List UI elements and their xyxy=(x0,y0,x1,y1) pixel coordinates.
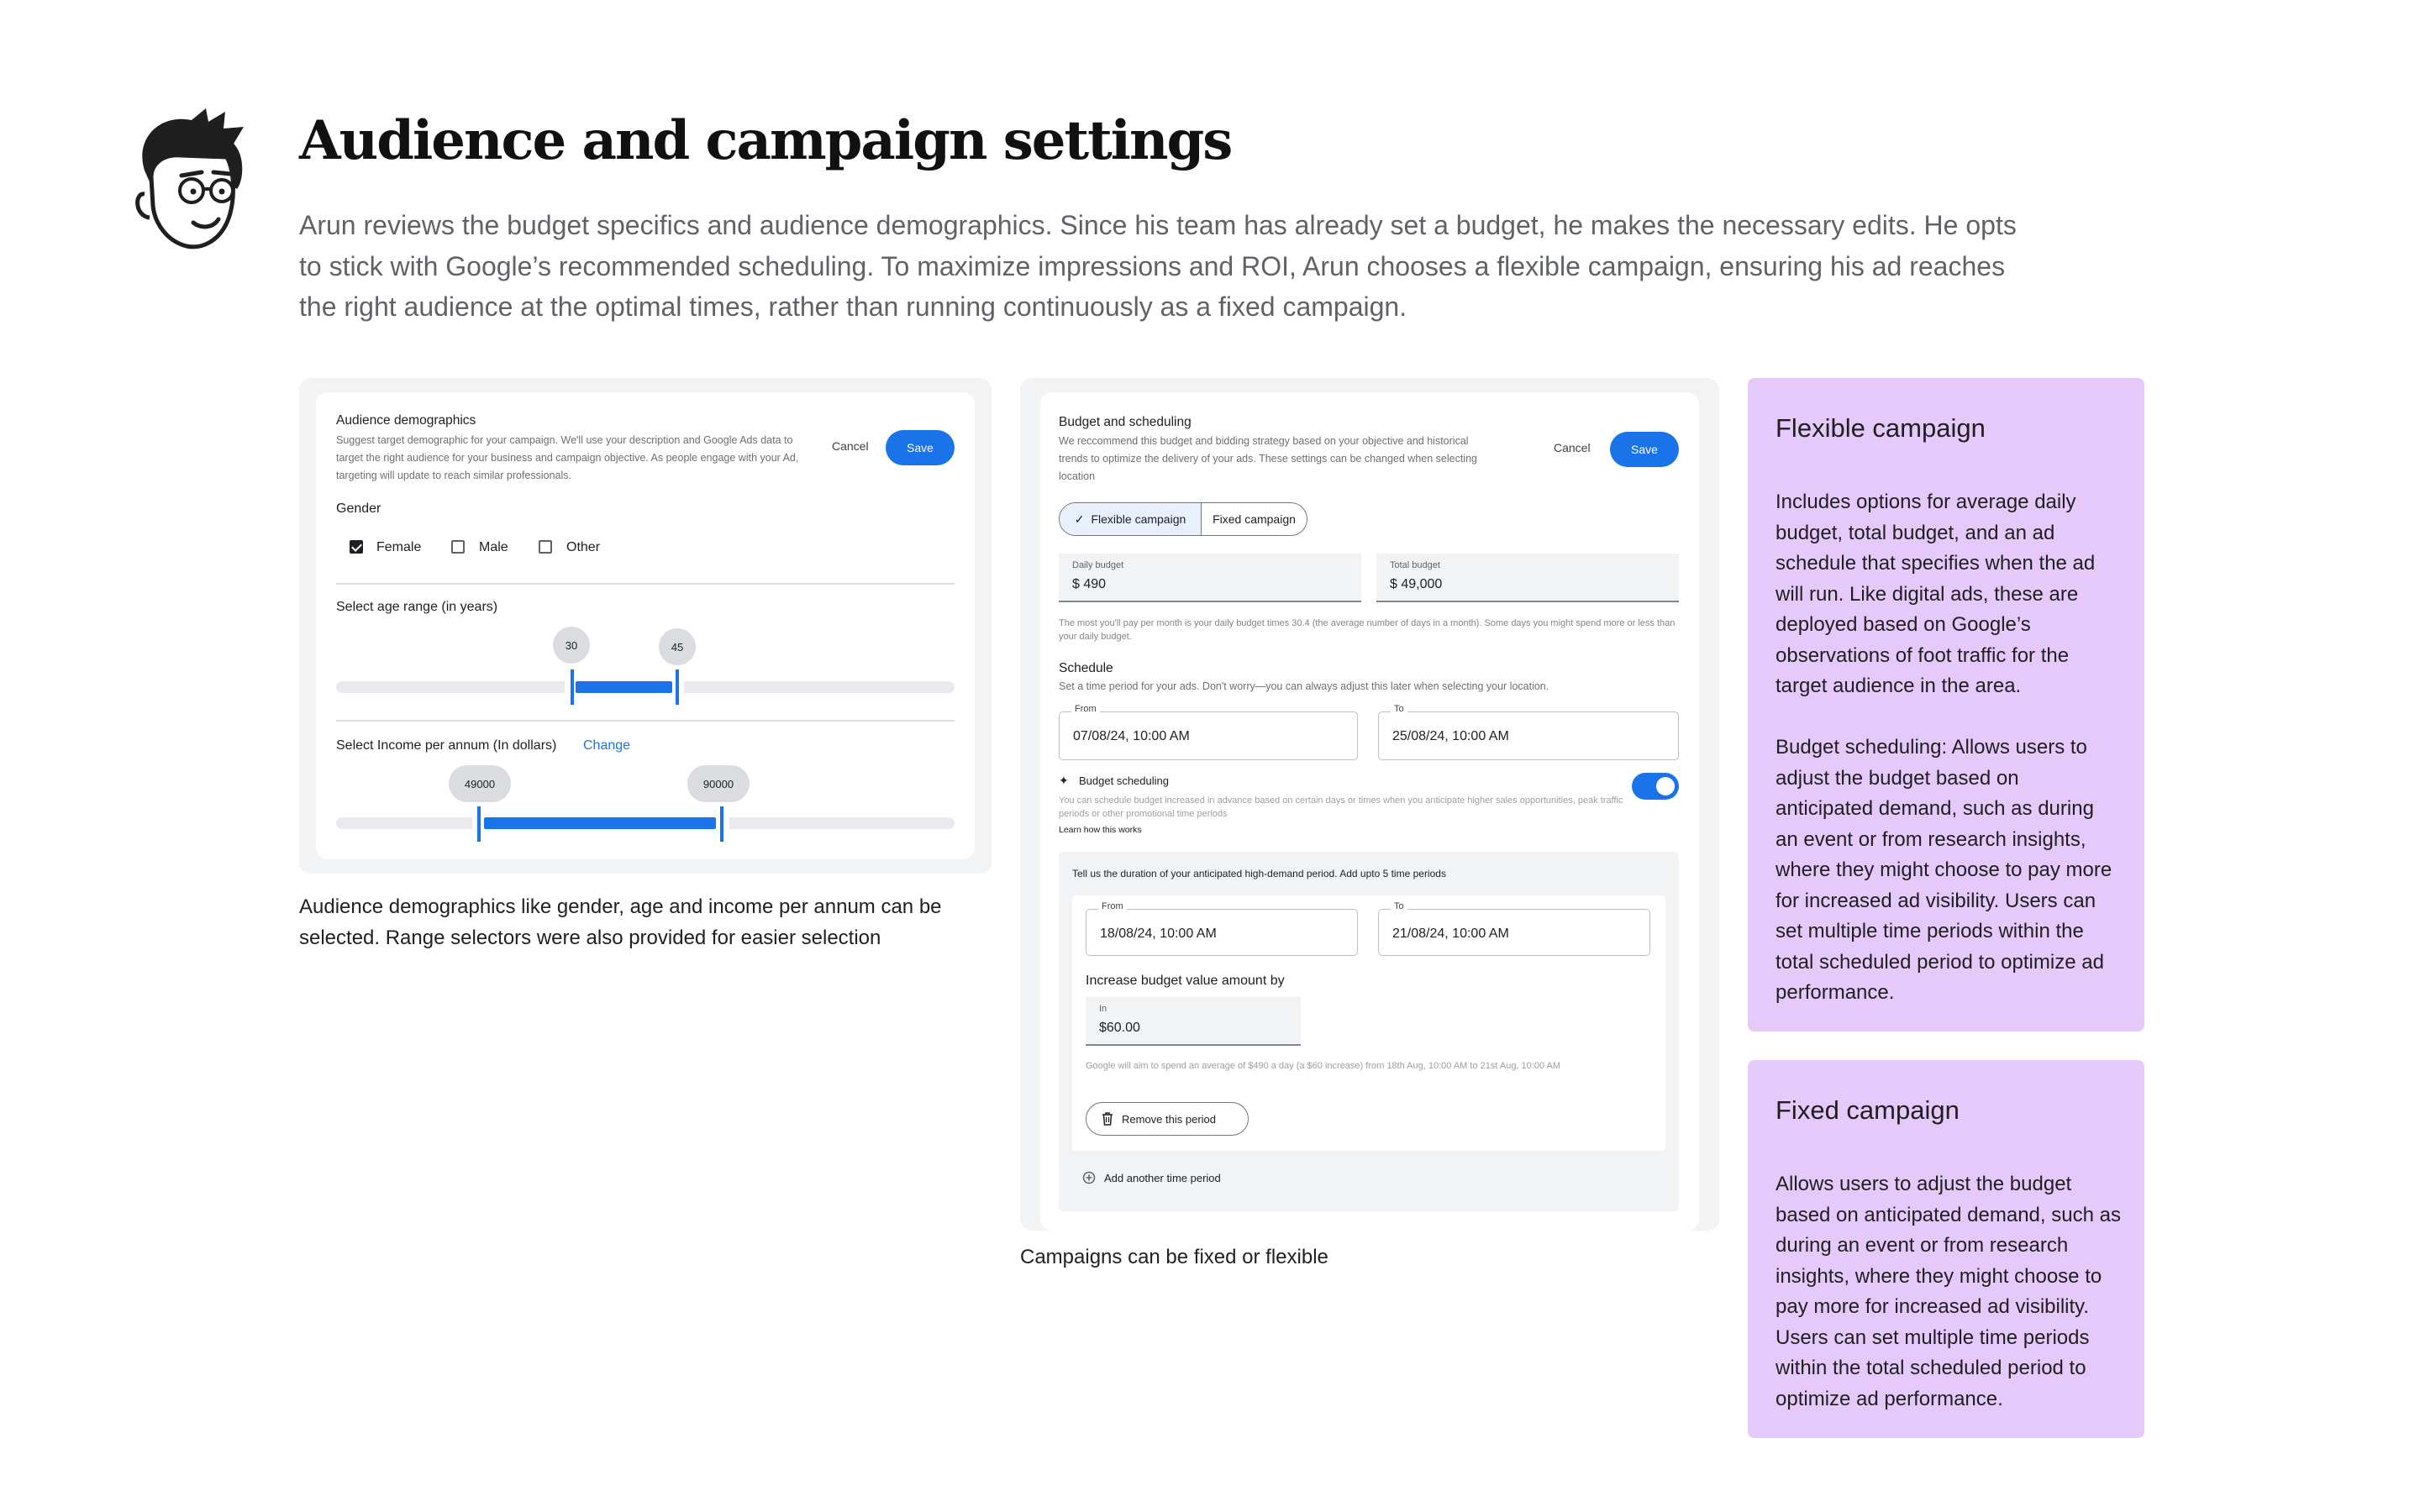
divider xyxy=(336,583,955,585)
segment-fixed-campaign[interactable] xyxy=(1202,503,1307,535)
other-checkbox[interactable] xyxy=(539,540,552,554)
budget-note: The most you'll pay per month is your daily budget times 30.4 (the average number of days in a month). Some days you might spend more or less than your daily budget. xyxy=(1059,618,1676,642)
period-to-field[interactable] xyxy=(1378,901,1650,956)
fixed-campaign-body: Allows users to adjust the budget based on anticipated demand, such as during an event or from research insights, where they might choose to pay more for increased ad visibility. Users can set multiple time periods within the total scheduled period to optimize ad performance. xyxy=(1776,1173,2121,1410)
budget-scheduling-toggle[interactable] xyxy=(1632,773,1679,800)
male-label: Male xyxy=(479,540,508,554)
schedule-to-field[interactable] xyxy=(1378,704,1679,760)
increase-budget-label: Increase budget value amount by xyxy=(1086,974,1285,988)
age-max-bubble: 45 xyxy=(659,628,696,665)
other-label: Other xyxy=(566,540,601,554)
schedule-from-field[interactable] xyxy=(1059,704,1358,760)
audience-caption: Audience demographics like gender, age and income per annum can be selected. Range selectors were also provided for easier selection xyxy=(299,895,942,949)
increase-note: Google will aim to spend an average of $490 a day (a $60 increase) from 18th Aug, 10:00 AM to 21st Aug, 10:00 AM xyxy=(1086,1061,1561,1071)
gender-label: Gender xyxy=(336,501,381,516)
add-circle-icon xyxy=(1082,1171,1096,1184)
schedule-description: Set a time period for your ads. Don't worry—you can always adjust this later when selecting your location. xyxy=(1059,680,1549,692)
field-value: 18/08/24, 10:00 AM xyxy=(1100,927,1217,941)
schedule-title: Schedule xyxy=(1059,661,1113,675)
field-label: To xyxy=(1391,704,1407,714)
age-range-label: Select age range (in years) xyxy=(336,600,498,614)
divider xyxy=(336,720,955,722)
age-min-handle[interactable] xyxy=(571,669,574,705)
field-label: From xyxy=(1071,704,1100,714)
field-label: In xyxy=(1099,1004,1107,1014)
trash-icon xyxy=(1102,1112,1113,1126)
female-label: Female xyxy=(376,540,422,554)
audience-description: Suggest target demographic for your campaign. We'll use your description and Google Ads data to target the right audience for your business and campaign objective. As people engage with your Ad, targeting will update to reach similar professionals. xyxy=(336,434,799,481)
field-value: $60.00 xyxy=(1099,1021,1140,1035)
budget-scheduling-description: You can schedule budget increased in advance based on certain days or times when you anticipate higher sales opportunities, peak traffic periods or other promotional time periods xyxy=(1059,795,1623,819)
segment-label: Flexible campaign xyxy=(1091,512,1186,526)
income-change-link[interactable]: Change xyxy=(583,738,631,753)
field-value: $ 49,000 xyxy=(1390,577,1443,591)
page-title: Audience and campaign settings xyxy=(299,109,1232,172)
income-label: Select Income per annum (In dollars) xyxy=(336,738,557,753)
audience-save-button[interactable]: Save xyxy=(886,430,955,465)
flexible-campaign-title: Flexible campaign xyxy=(1776,413,1986,443)
remove-period-label: Remove this period xyxy=(1122,1112,1216,1126)
income-max-bubble: 90000 xyxy=(687,765,750,802)
increase-amount-field[interactable] xyxy=(1086,997,1301,1046)
remove-period-button[interactable] xyxy=(1086,1102,1249,1136)
total-budget-field[interactable] xyxy=(1376,554,1679,602)
budget-save-button[interactable]: Save xyxy=(1610,432,1679,467)
fixed-campaign-title: Fixed campaign xyxy=(1776,1095,1960,1125)
sparkle-icon: ✦ xyxy=(1059,774,1069,787)
budget-scheduling-title: Budget scheduling xyxy=(1079,774,1169,787)
age-min-bubble: 30 xyxy=(553,627,590,664)
period-intro: Tell us the duration of your anticipated high-demand period. Add upto 5 time periods xyxy=(1072,868,1446,879)
male-checkbox[interactable] xyxy=(451,540,465,554)
budget-title: Budget and scheduling xyxy=(1059,415,1192,429)
income-max-handle[interactable] xyxy=(720,806,723,842)
female-checkbox[interactable] xyxy=(350,540,363,554)
add-period-button[interactable] xyxy=(1082,1171,1221,1184)
income-min-handle[interactable] xyxy=(477,806,481,842)
segment-label: Fixed campaign xyxy=(1213,512,1296,526)
budget-description: We reccommend this budget and bidding strategy based on your objective and historical trends to optimize the delivery of your ads. These settings can be changed when selecting location xyxy=(1059,435,1477,482)
check-icon: ✓ xyxy=(1074,512,1085,526)
field-value: $ 490 xyxy=(1072,577,1107,591)
field-label: Daily budget xyxy=(1072,560,1124,570)
field-label: To xyxy=(1391,901,1407,911)
segment-flexible-campaign[interactable] xyxy=(1060,503,1202,535)
field-value: 25/08/24, 10:00 AM xyxy=(1392,729,1509,743)
daily-budget-field[interactable] xyxy=(1059,554,1361,602)
income-min-bubble: 49000 xyxy=(449,765,511,802)
age-slider-fill xyxy=(576,681,672,693)
budget-caption: Campaigns can be fixed or flexible xyxy=(1020,1246,1328,1268)
income-slider-fill xyxy=(484,817,716,829)
learn-how-link[interactable]: Learn how this works xyxy=(1059,825,1142,835)
field-label: From xyxy=(1098,901,1127,911)
audience-title: Audience demographics xyxy=(336,413,476,428)
age-max-handle[interactable] xyxy=(676,669,679,705)
flexible-campaign-body: Includes options for average daily budget, total budget, and an ad schedule that specifies when the ad will run. Like digital ads, these are deployed based on Google’s observations of foot traffic for the target audience in the area. Budget scheduling: Allows users to adjust the budget based on anticipated demand, such as during an event or from research insights, where they might choose to pay more for increased ad visibility. Users can set multiple time periods within the total scheduled period to optimize ad performance. xyxy=(1776,491,2112,1004)
field-value: 07/08/24, 10:00 AM xyxy=(1073,729,1190,743)
field-label: Total budget xyxy=(1390,560,1440,570)
audience-cancel-button[interactable]: Cancel xyxy=(832,439,869,453)
field-value: 21/08/24, 10:00 AM xyxy=(1392,927,1509,941)
add-period-label: Add another time period xyxy=(1104,1171,1221,1184)
period-from-field[interactable] xyxy=(1086,901,1358,956)
page-intro: Arun reviews the budget specifics and audience demographics. Since his team has already set a budget, he makes the necessary edits. He opts to stick with Google’s recommended scheduling. To maximize impressions and ROI, Arun chooses a flexible campaign, ensuring his ad reaches the right audience at the optimal times, rather than running continuously as a fixed campaign. xyxy=(299,210,2017,322)
budget-cancel-button[interactable]: Cancel xyxy=(1554,441,1591,454)
campaign-type-toggle xyxy=(1059,502,1307,536)
avatar-illustration xyxy=(126,105,252,256)
